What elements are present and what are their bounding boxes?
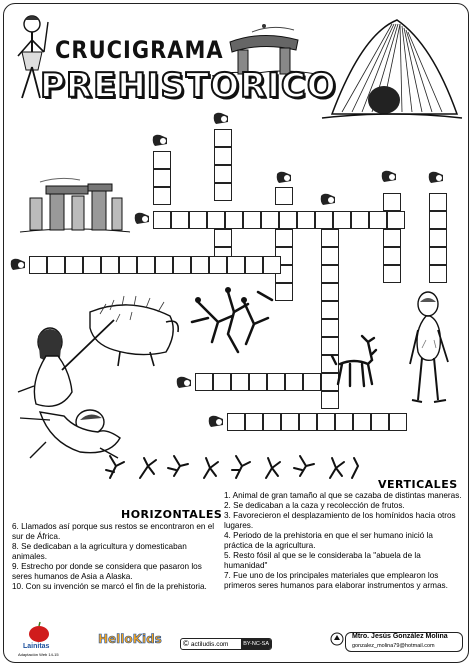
crossword-cell[interactable] — [119, 256, 137, 274]
crossword-cell[interactable] — [245, 256, 263, 274]
crossword-cell[interactable] — [231, 373, 249, 391]
crossword-cell[interactable] — [321, 283, 339, 301]
list-item: 5. Resto fósil al que se le consideraba la "abuela de la humanidad" — [224, 551, 421, 570]
crossword-cell[interactable] — [65, 256, 83, 274]
crossword-cell[interactable] — [225, 211, 243, 229]
hand-pointer-icon — [276, 171, 292, 184]
crossword-cell[interactable] — [383, 193, 401, 211]
crossword-cell[interactable] — [335, 413, 353, 431]
crossword-cell[interactable] — [321, 229, 339, 247]
crossword-cell[interactable] — [351, 211, 369, 229]
crossword-cell[interactable] — [153, 169, 171, 187]
deer-painting-illustration — [328, 334, 376, 390]
crossword-cell[interactable] — [261, 211, 279, 229]
crossword-cell[interactable] — [83, 256, 101, 274]
hut-illustration — [322, 14, 462, 122]
crossword-cell[interactable] — [321, 301, 339, 319]
title-line1: CRUCIGRAMA — [55, 36, 224, 64]
hand-pointer-icon — [330, 632, 344, 646]
crossword-cell[interactable] — [389, 413, 407, 431]
crossword-cell[interactable] — [383, 229, 401, 247]
actiludis-badge[interactable] — [180, 638, 272, 650]
crossword-cell[interactable] — [209, 256, 227, 274]
crossword-cell[interactable] — [214, 183, 232, 201]
hand-pointer-icon — [320, 193, 336, 206]
copyleft-icon: © — [183, 639, 189, 648]
crossword-cell[interactable] — [213, 373, 231, 391]
crossword-cell[interactable] — [195, 373, 213, 391]
brand-left-sub: Adaptación Web 14-15 — [18, 652, 59, 657]
crossword-cell[interactable] — [429, 211, 447, 229]
crossword-cell[interactable] — [263, 256, 281, 274]
hand-pointer-icon — [428, 171, 444, 184]
hand-pointer-icon — [10, 258, 26, 271]
crossword-cell[interactable] — [429, 229, 447, 247]
cave-painting-hunters-illustration — [188, 282, 278, 362]
crossword-cell[interactable] — [47, 256, 65, 274]
site-label: actiludis.com — [190, 640, 229, 648]
horizontales-heading: HORIZONTALES — [121, 508, 223, 521]
page-title: PREHISTORICO — [40, 66, 337, 106]
crossword-cell[interactable] — [275, 187, 293, 205]
list-item: 1. Animal de gran tamaño al que se cazaba de distintas maneras. — [224, 491, 462, 500]
crossword-cell[interactable] — [153, 151, 171, 169]
crossword-cell[interactable] — [191, 256, 209, 274]
crossword-cell[interactable] — [303, 373, 321, 391]
crossword-cell[interactable] — [214, 165, 232, 183]
crossword-cell[interactable] — [297, 211, 315, 229]
list-item: 9. Estrecho por donde se considera que pasaron los seres humanos de Asia a Alaska. — [12, 562, 202, 581]
list-item: 8. Se dedicaban a la agricultura y domesticaban animales. — [12, 542, 187, 561]
crossword-cell[interactable] — [267, 373, 285, 391]
crossword-cell[interactable] — [299, 413, 317, 431]
stonehenge-illustration — [20, 176, 130, 236]
license-badge: BY-NC-SA — [241, 638, 271, 650]
crossword-cell[interactable] — [214, 129, 232, 147]
crossword-cell[interactable] — [333, 211, 351, 229]
crossword-cell[interactable] — [243, 211, 261, 229]
crossword-cell[interactable] — [171, 211, 189, 229]
list-item: 4. Periodo de la prehistoria en que el ser humano inició la práctica de la agricultura. — [224, 531, 433, 550]
crossword-cell[interactable] — [387, 211, 405, 229]
verticales-heading: VERTICALES — [378, 478, 458, 491]
crossword-cell[interactable] — [321, 265, 339, 283]
hand-pointer-icon — [213, 112, 229, 125]
crossword-cell[interactable] — [315, 211, 333, 229]
crossword-cell[interactable] — [353, 413, 371, 431]
crossword-cell[interactable] — [279, 211, 297, 229]
crossword-cell[interactable] — [317, 413, 335, 431]
crossword-cell[interactable] — [371, 413, 389, 431]
crossword-cell[interactable] — [227, 256, 245, 274]
crossword-cell[interactable] — [383, 265, 401, 283]
crossword-cell[interactable] — [207, 211, 225, 229]
crossword-cell[interactable] — [429, 265, 447, 283]
crossword-cell[interactable] — [383, 247, 401, 265]
crossword-cell[interactable] — [321, 391, 339, 409]
crossword-cell[interactable] — [263, 413, 281, 431]
crossword-cell[interactable] — [137, 256, 155, 274]
crossword-cell[interactable] — [173, 256, 191, 274]
hand-pointer-icon — [152, 134, 168, 147]
crossword-cell[interactable] — [429, 193, 447, 211]
horizontales-clue-list — [12, 522, 217, 592]
crossword-cell[interactable] — [29, 256, 47, 274]
crossword-cell[interactable] — [249, 373, 267, 391]
hand-pointer-icon — [208, 415, 224, 428]
crossword-cell[interactable] — [275, 229, 293, 247]
crossword-cell[interactable] — [101, 256, 119, 274]
crossword-cell[interactable] — [245, 413, 263, 431]
crossword-cell[interactable] — [227, 413, 245, 431]
crossword-cell[interactable] — [281, 413, 299, 431]
crossword-cell[interactable] — [369, 211, 387, 229]
cave-figures-row-illustration — [104, 452, 362, 482]
cavemen-hunting-illustration — [10, 292, 180, 462]
hominid-illustration — [404, 290, 460, 406]
list-item: 10. Con su invención se marcó el fin de la prehistoria. — [12, 582, 207, 591]
crossword-cell[interactable] — [214, 229, 232, 247]
apple-logo-icon — [28, 622, 50, 642]
verticales-clue-list — [224, 491, 462, 591]
crossword-cell[interactable] — [189, 211, 207, 229]
crossword-cell[interactable] — [153, 187, 171, 205]
author-name: Mtro. Jesús González Molina — [352, 633, 448, 640]
crossword-cell[interactable] — [155, 256, 173, 274]
list-item: 2. Se dedicaban a la caza y recolección de frutos. — [224, 501, 405, 510]
crossword-cell[interactable] — [214, 147, 232, 165]
crossword-cell[interactable] — [153, 211, 171, 229]
author-email: gonzalez_molina79@hotmail.com — [352, 643, 435, 649]
brand-left-name: Lainitas — [23, 643, 50, 650]
list-item: 6. Llamados así porque sus restos se encontraron en el sur de África. — [12, 522, 215, 541]
list-item: 3. Favorecieron el desplazamiento de los homínidos hacia otros lugares. — [224, 511, 456, 530]
list-item: 7. Fue uno de los principales materiales que emplearon los primeros seres humanos para elaborar instrumentos y armas. — [224, 571, 448, 590]
hand-pointer-icon — [381, 170, 397, 183]
hellokids-logo: HelloKids — [98, 632, 162, 646]
crossword-cell[interactable] — [429, 247, 447, 265]
hand-pointer-icon — [134, 212, 150, 225]
crossword-cell[interactable] — [321, 247, 339, 265]
crossword-cell[interactable] — [285, 373, 303, 391]
